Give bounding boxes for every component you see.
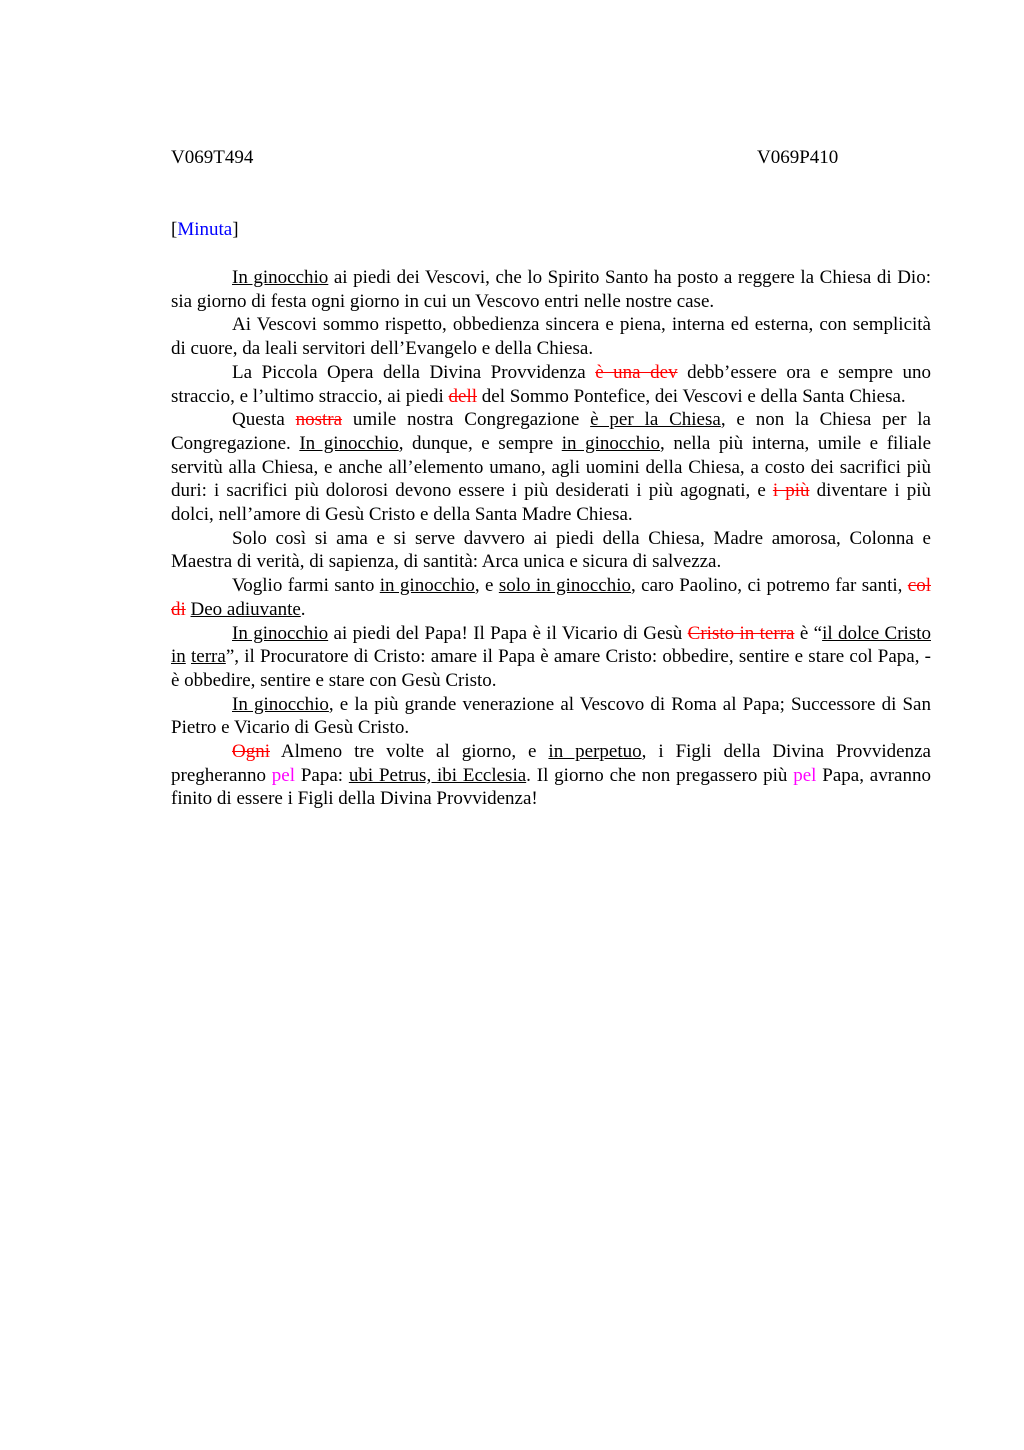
text-span: . Il giorno che non pregassero più	[526, 764, 794, 786]
text-span: è “	[794, 622, 823, 644]
text-span: ai piedi del Papa! Il Papa è il Vicario di Gesù	[328, 622, 688, 644]
text-span: diventare i più dolci, nell’amore di Gesù Cristo e della Santa Madre Chiesa.	[171, 480, 931, 526]
text-span: Papa, avranno finito di essere i Figli della Divina Provvidenza!	[171, 764, 931, 810]
text-span: .	[300, 598, 306, 620]
underlined-phrase: il dolce Cristo in	[171, 622, 931, 668]
struck-deletion: Ogni	[232, 741, 270, 763]
label-word: Minuta	[177, 219, 233, 240]
paragraph-3	[171, 361, 931, 408]
underlined-phrase: Deo adiuvante	[190, 598, 301, 620]
text-span: La Piccola Opera della Divina Provvidenza	[232, 361, 596, 383]
underlined-phrase: in ginocchio	[561, 432, 661, 454]
underlined-phrase: in perpetuo	[548, 741, 642, 763]
underlined-phrase: terra	[191, 646, 226, 668]
struck-deletion: i più	[772, 480, 810, 502]
document-code-left: V069T494	[171, 147, 254, 168]
text-span: ”, il Procuratore di Cristo: amare il Papa è amare Cristo: obbedire, sentire e stare col Papa, - è obbedire, sentire e stare con Gesù Cristo.	[171, 646, 932, 691]
text-span: Questa	[232, 409, 296, 431]
paragraph-2	[171, 313, 931, 360]
document-type-label	[171, 218, 239, 242]
paragraph-9	[171, 740, 931, 811]
struck-deletion: Cristo in terra	[687, 622, 795, 644]
text-span: del Sommo Pontefice, dei Vescovi e della Santa Chiesa.	[477, 385, 906, 407]
text-span: , dunque, e sempre	[398, 432, 562, 454]
paragraph-8	[171, 693, 931, 740]
document-code-right: V069P410	[757, 147, 839, 168]
underlined-phrase: In ginocchio	[232, 693, 329, 715]
underlined-phrase: è per la Chiesa	[590, 409, 721, 431]
paragraph-7	[171, 622, 931, 693]
text-span: , nella più interna, umile e filiale servitù alla Chiesa, e anche all’elemento umano, agli uomini della Chiesa, a costo dei sacrifici più duri: i sacrifici più dolorosi devono essere i più desiderati i più agognati, e	[171, 432, 932, 502]
text-span: ai piedi dei Vescovi, che lo Spirito Santo ha posto a reggere la Chiesa di Dio: sia giorno di festa ogni giorno in cui un Vescovo entri nelle nostre case.	[171, 267, 931, 312]
text-span: Voglio farmi santo	[232, 575, 380, 597]
label-close-bracket: ]	[232, 219, 239, 240]
text-span: debb’essere ora e sempre uno straccio, e l’ultimo straccio, ai piedi	[171, 361, 931, 407]
paragraph-5	[171, 527, 931, 574]
text-span: umile nostra Congregazione	[342, 409, 591, 431]
struck-deletion: dell	[448, 385, 478, 407]
struck-deletion: col di	[171, 575, 931, 620]
paragraph-1	[171, 266, 931, 313]
text-span: , e non la Chiesa per la Congregazione.	[171, 409, 931, 454]
underlined-phrase: In ginocchio	[299, 432, 399, 454]
struck-deletion: nostra	[295, 409, 343, 431]
variant-word: pel	[793, 764, 817, 786]
text-span: , i Figli della Divina Provvidenza pregheranno	[171, 741, 931, 786]
text-span: Solo così si ama e si serve davvero ai piedi della Chiesa, Madre amorosa, Colonna e Maestra di verità, di sapienza, di santità: Arca unica e sicura di salvezza.	[171, 527, 931, 573]
struck-deletion: è una dev	[595, 361, 678, 383]
underlined-phrase: In ginocchio	[232, 267, 329, 288]
paragraph-6	[171, 574, 931, 621]
paragraph-4	[171, 408, 931, 527]
text-span: , e	[474, 575, 499, 597]
text-span: , e la più grande venerazione al Vescovo di Roma al Papa; Successore di San Pietro e Vicario di Gesù Cristo.	[171, 693, 931, 739]
underlined-phrase: In ginocchio	[232, 622, 329, 644]
underlined-phrase: ubi Petrus, ibi Ecclesia	[348, 764, 527, 786]
document-body	[171, 266, 931, 811]
text-span: , caro Paolino, ci potremo far santi,	[631, 575, 908, 597]
text-span: Papa:	[295, 764, 349, 786]
label-open-bracket: [	[171, 219, 178, 240]
underlined-phrase: solo in ginocchio	[498, 575, 632, 597]
underlined-phrase: in ginocchio	[379, 575, 475, 597]
variant-word: pel	[271, 764, 295, 786]
text-span: Ai Vescovi sommo rispetto, obbedienza sincera e piena, interna ed esterna, con semplicità di cuore, da leali servitori dell’Evangelo e della Chiesa.	[171, 314, 931, 360]
text-span: Almeno tre volte al giorno, e	[270, 741, 549, 763]
